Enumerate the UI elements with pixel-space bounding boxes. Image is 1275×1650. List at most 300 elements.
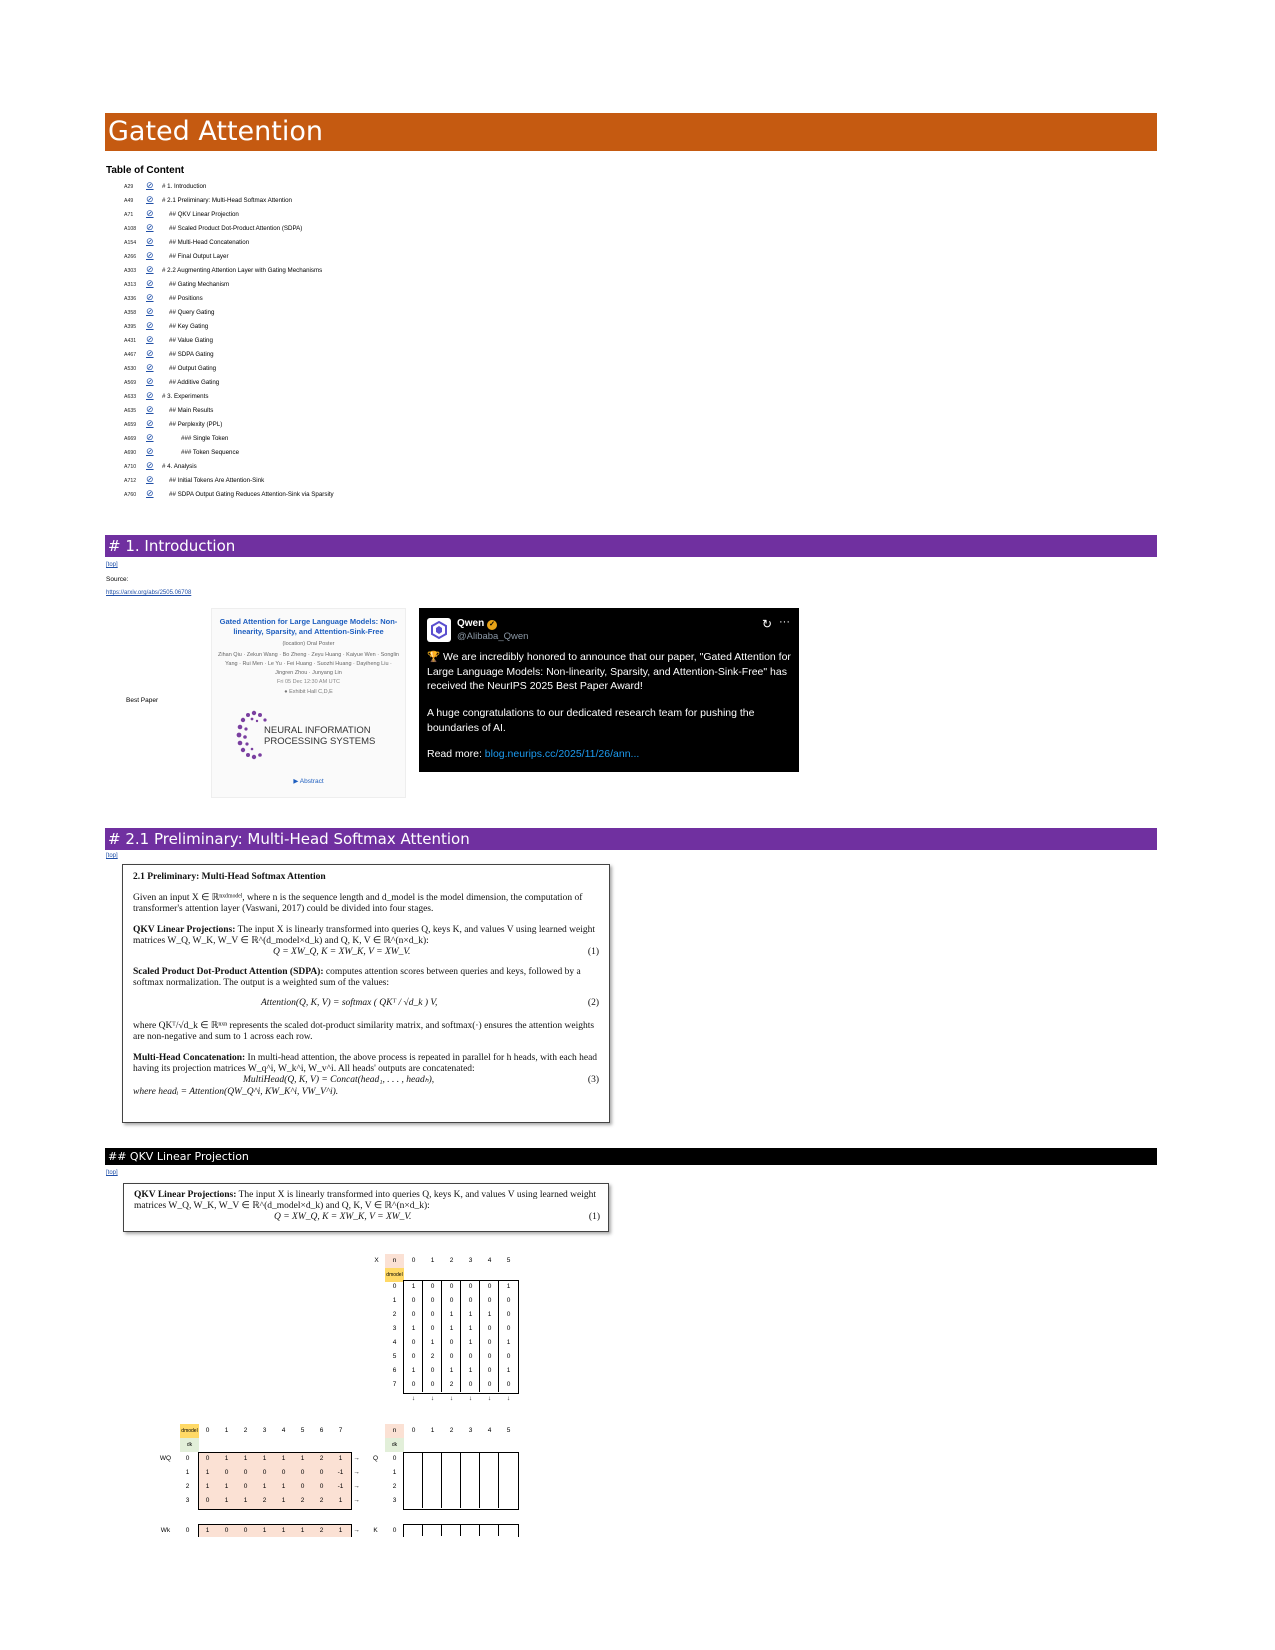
column-divider <box>498 1524 499 1536</box>
x-matrix-cell: 1 <box>468 1367 473 1374</box>
toc-item-code: A690 <box>124 450 137 456</box>
x-matrix-cell: 0 <box>506 1353 511 1360</box>
neurips-poster-card <box>211 608 406 798</box>
toc-item-title[interactable]: ## Key Gating <box>169 323 209 330</box>
link-icon[interactable]: ⊘ <box>146 348 154 358</box>
link-icon[interactable]: ⊘ <box>146 488 154 498</box>
w-col-index: 4 <box>281 1427 286 1434</box>
toc-item-title[interactable]: # 2.2 Augmenting Attention Layer with Gating Mechanisms <box>162 267 323 274</box>
link-icon[interactable]: ⊘ <box>146 292 154 302</box>
w-col-index: 2 <box>243 1427 248 1434</box>
link-icon[interactable]: ⊘ <box>146 250 154 260</box>
q-col-index: 4 <box>487 1427 492 1434</box>
link-icon[interactable]: ⊘ <box>146 446 154 456</box>
toc-item <box>124 346 214 360</box>
x-matrix-cell: 0 <box>506 1325 511 1332</box>
toc-item-title[interactable]: ## Value Gating <box>169 337 213 344</box>
q-col-index: 1 <box>430 1427 435 1434</box>
link-icon[interactable]: ⊘ <box>146 432 154 442</box>
dmodel-axis-label: dmodel <box>180 1424 199 1438</box>
column-divider <box>460 1280 461 1392</box>
toc-item-title[interactable]: ## SDPA Gating <box>169 351 214 358</box>
verified-badge-icon: ✓ <box>487 620 497 630</box>
poster-hall: Exhibit Hall C,D,E <box>289 689 333 695</box>
q-row-index: 1 <box>392 1469 397 1476</box>
toc-item-title[interactable]: # 4. Analysis <box>162 463 197 470</box>
toc-item <box>124 290 203 304</box>
column-divider <box>498 1280 499 1392</box>
x-row-index: 6 <box>392 1367 397 1374</box>
x-matrix-cell: 0 <box>411 1381 416 1388</box>
link-icon[interactable]: ⊘ <box>146 474 154 484</box>
wq-matrix-label: WQ <box>159 1455 172 1462</box>
w-col-index: 1 <box>224 1427 229 1434</box>
toc-item <box>124 360 216 374</box>
x-matrix-cell: 0 <box>449 1353 454 1360</box>
toc-item <box>124 430 228 444</box>
qwen-avatar <box>427 618 451 642</box>
wq-matrix-cell: 1 <box>224 1483 229 1490</box>
x-matrix-cell: 0 <box>430 1367 435 1374</box>
multihead-term: Multi-Head Concatenation: <box>133 1053 246 1063</box>
q-col-index: 2 <box>449 1427 454 1434</box>
wq-matrix-cell: 0 <box>319 1483 324 1490</box>
x-matrix-cell: 0 <box>430 1283 435 1290</box>
arrow-down-icon: ↓ <box>411 1395 416 1402</box>
k-matrix-border <box>403 1524 519 1537</box>
x-matrix-cell: 0 <box>430 1297 435 1304</box>
toc-item <box>124 388 208 402</box>
toc-item-title[interactable]: ## Multi-Head Concatenation <box>169 239 250 246</box>
sdpa-description: computes attention scores between queries and keys, followed by a softmax normalization. The output is a weighted sum of the values: <box>133 967 581 988</box>
wq-matrix-cell: 0 <box>319 1469 324 1476</box>
x-matrix-cell: 1 <box>430 1339 435 1346</box>
toc-item-title[interactable]: ## QKV Linear Projection <box>169 211 239 218</box>
toc-item <box>124 332 213 346</box>
link-icon[interactable]: ⊘ <box>146 278 154 288</box>
toc-item <box>124 444 239 458</box>
w-row-index: 3 <box>185 1497 190 1504</box>
x-row-index: 3 <box>392 1325 397 1332</box>
x-matrix-cell: 1 <box>506 1367 511 1374</box>
arrow-down-icon: ↓ <box>506 1395 511 1402</box>
toc-item-code: A29 <box>124 184 134 190</box>
x-row-index: 1 <box>392 1297 397 1304</box>
location-pin-icon: ● <box>284 689 288 695</box>
wq-matrix-cell: 1 <box>243 1455 248 1462</box>
toc-item-code: A659 <box>124 422 137 428</box>
q-row-index: 2 <box>392 1483 397 1490</box>
wk-matrix-cell: 1 <box>300 1527 305 1534</box>
toc-item-title[interactable]: ### Single Token <box>181 435 229 442</box>
toc-item-code: A530 <box>124 366 137 372</box>
column-divider <box>441 1524 442 1536</box>
wq-matrix-cell: 0 <box>243 1469 248 1476</box>
link-icon[interactable]: ⊘ <box>146 390 154 400</box>
x-matrix-cell: 0 <box>487 1297 492 1304</box>
wk-matrix-cell: 0 <box>243 1527 248 1534</box>
x-matrix-cell: 0 <box>411 1311 416 1318</box>
link-icon[interactable]: ⊘ <box>146 180 154 190</box>
link-icon[interactable]: ⊘ <box>146 208 154 218</box>
x-col-index: 2 <box>449 1257 454 1264</box>
q-col-index: 3 <box>468 1427 473 1434</box>
w-col-index: 5 <box>300 1427 305 1434</box>
link-icon[interactable]: ⊘ <box>146 264 154 274</box>
column-divider <box>422 1524 423 1536</box>
best-paper-label: Best Paper <box>126 697 159 704</box>
wq-matrix-cell: 0 <box>205 1455 210 1462</box>
toc-item-code: A395 <box>124 324 137 330</box>
x-matrix-cell: 0 <box>506 1297 511 1304</box>
wq-matrix-cell: 2 <box>300 1497 305 1504</box>
tweet-text-1: 🏆 We are incredibly honored to announce that our paper, "Gated Attention for Large Language Models: Non-linearity, Sparsity, and Attention-Sink-Free" has received the NeurIPS 2025 Best Paper Award! <box>427 651 791 692</box>
qkv-description: The input X is linearly transformed into queries Q, keys K, and values V using learned weight matrices W_Q, W_K, W_V ∈ ℝ^(d_model×d_k) and Q, K, V ∈ ℝ^(n×d_k): <box>134 1190 597 1211</box>
toc-item-title[interactable]: # 2.1 Preliminary: Multi-Head Softmax Attention <box>162 197 292 204</box>
toc-item-code: A431 <box>124 338 137 344</box>
wq-matrix-cell: 0 <box>281 1469 286 1476</box>
x-matrix-cell: 1 <box>487 1311 492 1318</box>
equation-1-number: (1) <box>587 947 599 957</box>
arrow-down-icon: ↓ <box>468 1395 473 1402</box>
toc-item-title[interactable]: ## Main Results <box>169 407 214 414</box>
toc-item-code: A313 <box>124 282 137 288</box>
equation-3: MultiHead(Q, K, V) = Concat(head₁, . . . , headₕ), <box>243 1075 435 1085</box>
toc-item-title[interactable]: ## Initial Tokens Are Attention-Sink <box>169 477 265 484</box>
toc-item-code: A712 <box>124 478 137 484</box>
x-matrix-cell: 1 <box>468 1339 473 1346</box>
arrow-down-icon: ↓ <box>430 1395 435 1402</box>
x-matrix-cell: 1 <box>411 1367 416 1374</box>
link-icon[interactable]: ⊘ <box>146 306 154 316</box>
toc-item <box>124 416 222 430</box>
toc-item <box>124 178 206 192</box>
toc-item-title[interactable]: ## Output Gating <box>169 365 217 372</box>
k-row-index: 0 <box>392 1527 397 1534</box>
x-matrix-cell: 1 <box>506 1339 511 1346</box>
wq-matrix-cell: 2 <box>319 1455 324 1462</box>
x-matrix-cell: 0 <box>449 1297 454 1304</box>
toc-item-title[interactable]: ## Additive Gating <box>169 379 220 386</box>
x-col-index: 4 <box>487 1257 492 1264</box>
x-row-index: 0 <box>392 1283 397 1290</box>
toc-item <box>124 472 264 486</box>
equation-1-number: (1) <box>588 1212 600 1222</box>
x-matrix-cell: 1 <box>468 1325 473 1332</box>
arrow-right-icon: → <box>353 1455 360 1462</box>
section-introduction-heading: # 1. Introduction <box>105 535 1157 557</box>
x-matrix-cell: 0 <box>487 1381 492 1388</box>
toc-heading: Table of Content <box>106 165 185 176</box>
excerpt-intro: Given an input X ∈ ℝⁿˣᵈᵐᵒᵈᵉˡ, where n is the sequence length and d_model is the model dimension, the computation of transformer's attention layer (Vaswani, 2017) could be divided into four stages. <box>133 893 583 914</box>
x-matrix-cell: 0 <box>468 1381 473 1388</box>
toc-item-title[interactable]: ## Gating Mechanism <box>169 281 230 288</box>
x-col-index: 5 <box>506 1257 511 1264</box>
abstract-toggle[interactable]: ▶ Abstract <box>293 778 324 785</box>
w-row-index: 1 <box>185 1469 190 1476</box>
toc-item-code: A336 <box>124 296 137 302</box>
link-icon[interactable]: ⊘ <box>146 320 154 330</box>
head-definition: where headᵢ = Attention(QW_Q^i, KW_K^i, VW_V^i). <box>133 1087 339 1097</box>
toc-item-code: A154 <box>124 240 137 246</box>
link-icon[interactable]: ⊘ <box>146 418 154 428</box>
top-link[interactable]: [top] <box>106 562 118 568</box>
x-row-index: 4 <box>392 1339 397 1346</box>
wq-matrix-cell: 2 <box>319 1497 324 1504</box>
x-matrix-cell: 0 <box>468 1283 473 1290</box>
toc-item-title[interactable]: ## Perplexity (PPL) <box>169 421 223 428</box>
x-col-index: 0 <box>411 1257 416 1264</box>
link-icon[interactable]: ⊘ <box>146 404 154 414</box>
arrow-down-icon: ↓ <box>449 1395 454 1402</box>
tweet-handle: @Alibaba_Qwen <box>457 631 529 642</box>
preliminary-excerpt <box>122 864 610 1123</box>
w-row-index: 0 <box>185 1455 190 1462</box>
wq-matrix-cell: 1 <box>262 1455 267 1462</box>
toc-item-code: A467 <box>124 352 137 358</box>
toc-item-code: A266 <box>124 254 137 260</box>
toc-item-code: A71 <box>124 212 134 218</box>
toc-item-title[interactable]: ## SDPA Output Gating Reduces Attention-Sink via Sparsity <box>169 491 334 498</box>
column-divider <box>441 1452 442 1508</box>
x-matrix-cell: 2 <box>449 1381 454 1388</box>
arrow-right-icon: → <box>353 1483 360 1490</box>
wq-matrix-cell: 1 <box>338 1455 343 1462</box>
toc-item-title[interactable]: # 1. Introduction <box>162 183 207 190</box>
dk-axis-label: dk <box>180 1438 199 1452</box>
x-col-index: 1 <box>430 1257 435 1264</box>
x-matrix-cell: 0 <box>468 1297 473 1304</box>
wk-matrix-cell: 0 <box>224 1527 229 1534</box>
poster-location: (location) Oral Poster <box>282 641 335 647</box>
wq-matrix-cell: -1 <box>337 1483 344 1490</box>
qkv-term: QKV Linear Projections: <box>133 925 236 935</box>
wq-matrix-cell: 1 <box>300 1455 305 1462</box>
equation-2-number: (2) <box>587 998 599 1008</box>
link-icon[interactable]: ⊘ <box>146 194 154 204</box>
link-icon[interactable]: ⊘ <box>146 334 154 344</box>
wk-matrix-cell: 1 <box>205 1527 210 1534</box>
toc-item <box>124 458 197 472</box>
q-matrix-border <box>403 1452 519 1510</box>
excerpt-title: 2.1 Preliminary: Multi-Head Softmax Attention <box>133 872 326 882</box>
x-row-index: 7 <box>392 1381 397 1388</box>
toc-item-code: A669 <box>124 436 137 442</box>
toc-item <box>124 248 229 262</box>
neurips-name-line1: NEURAL INFORMATION <box>264 725 371 736</box>
section-preliminary-heading: # 2.1 Preliminary: Multi-Head Softmax Attention <box>105 828 1157 850</box>
x-matrix-cell: 0 <box>411 1353 416 1360</box>
wq-matrix-cell: -1 <box>337 1469 344 1476</box>
column-divider <box>422 1452 423 1508</box>
wk-matrix-cell: 1 <box>281 1527 286 1534</box>
equation-3-number: (3) <box>587 1075 599 1085</box>
toc-item <box>124 374 219 388</box>
toc-item <box>124 304 214 318</box>
w-col-index: 7 <box>338 1427 343 1434</box>
w-col-index: 6 <box>319 1427 324 1434</box>
wk-matrix-cell: 2 <box>319 1527 324 1534</box>
x-matrix-cell: 0 <box>411 1339 416 1346</box>
column-divider <box>498 1452 499 1508</box>
x-matrix-cell: 1 <box>411 1325 416 1332</box>
column-divider <box>479 1280 480 1392</box>
link-icon[interactable]: ⊘ <box>146 362 154 372</box>
equation-2: Attention(Q, K, V) = softmax ( QKᵀ / √d_k ) V, <box>261 998 438 1008</box>
link-icon[interactable]: ⊘ <box>146 222 154 232</box>
wq-matrix-cell: 0 <box>300 1483 305 1490</box>
x-matrix-cell: 1 <box>449 1367 454 1374</box>
toc-item <box>124 234 249 248</box>
x-matrix-cell: 1 <box>449 1311 454 1318</box>
toc-item <box>124 402 213 416</box>
toc-item-code: A760 <box>124 492 137 498</box>
toc-item <box>124 262 322 276</box>
wq-matrix-cell: 1 <box>224 1455 229 1462</box>
wq-matrix-cell: 1 <box>205 1469 210 1476</box>
link-icon[interactable]: ⊘ <box>146 460 154 470</box>
x-matrix-cell: 0 <box>487 1283 492 1290</box>
wq-matrix-cell: 0 <box>300 1469 305 1476</box>
arrow-right-icon: → <box>353 1497 360 1504</box>
wq-matrix-cell: 1 <box>262 1483 267 1490</box>
poster-title: Gated Attention for Large Language Models: Non-linearity, Sparsity, and Attention-Sink-Free <box>219 617 398 636</box>
multihead-description: In multi-head attention, the above process is repeated in parallel for h heads, with each head having its projection matrices W_q^i, W_k^i, W_v^i. All heads' outputs are concatenated: <box>133 1053 598 1074</box>
x-matrix-cell: 0 <box>411 1297 416 1304</box>
n-axis-label: n <box>385 1424 404 1438</box>
arrow-right-icon: → <box>353 1527 360 1534</box>
qkv-excerpt <box>123 1183 609 1232</box>
x-matrix-cell: 1 <box>449 1325 454 1332</box>
wq-matrix-cell: 2 <box>262 1497 267 1504</box>
x-matrix-cell: 0 <box>506 1311 511 1318</box>
score-matrix-description: where QKᵀ/√d_k ∈ ℝⁿˣⁿ represents the scaled dot-product similarity matrix, and softmax(·) ensures the attention weights are non-negative and sum to 1 across each row. <box>133 1021 595 1042</box>
k-matrix-label: K <box>373 1527 378 1534</box>
x-matrix-cell: 0 <box>449 1339 454 1346</box>
toc-item <box>124 486 334 500</box>
qwen-logo-icon <box>427 618 451 642</box>
qkv-description: The input X is linearly transformed into queries Q, keys K, and values V using learned weight matrices W_Q, W_K, W_V ∈ ℝ^(d_model×d_k) and Q, K, V ∈ ℝ^(n×d_k): <box>133 925 596 946</box>
page-title: Gated Attention <box>105 113 1157 151</box>
column-divider <box>441 1280 442 1392</box>
tweet-text-2: A huge congratulations to our dedicated research team for pushing the boundaries of AI. <box>427 707 755 734</box>
read-more-link[interactable]: blog.neurips.cc/2025/11/26/ann... <box>484 748 640 760</box>
x-matrix-label: X <box>374 1257 379 1264</box>
wq-matrix-cell: 1 <box>281 1497 286 1504</box>
top-link[interactable]: [top] <box>106 1170 118 1176</box>
x-matrix-cell: 0 <box>430 1381 435 1388</box>
wq-matrix-cell: 1 <box>338 1497 343 1504</box>
source-label: Source: <box>106 576 129 583</box>
poster-authors: Zihan Qiu · Zekun Wang · Bo Zheng · Zeyu Huang · Kaiyue Wen · Songlin Yang · Rui Men · Le Yu · Fei Huang · Suozhi Huang · Dayiheng Liu · Jingren Zhou · Junyang Lin <box>218 652 399 676</box>
dk-axis-label: dk <box>385 1438 404 1452</box>
toc-item-title[interactable]: ### Token Sequence <box>181 449 240 456</box>
x-row-index: 2 <box>392 1311 397 1318</box>
toc-item-code: A358 <box>124 310 137 316</box>
q-matrix-label: Q <box>372 1455 379 1462</box>
column-divider <box>479 1524 480 1536</box>
q-col-index: 0 <box>411 1427 416 1434</box>
read-more-label: Read more: <box>427 748 482 760</box>
w-row-index: 0 <box>185 1527 190 1534</box>
wq-matrix-cell: 0 <box>243 1483 248 1490</box>
equation-1: Q = XW_Q, K = XW_K, V = XW_V. <box>274 1212 412 1222</box>
toc-item-code: A569 <box>124 380 137 386</box>
wq-matrix-cell: 0 <box>224 1469 229 1476</box>
x-matrix-cell: 0 <box>487 1339 492 1346</box>
wq-matrix-cell: 1 <box>243 1497 248 1504</box>
wq-matrix-cell: 1 <box>205 1483 210 1490</box>
x-matrix-cell: 1 <box>411 1283 416 1290</box>
n-axis-label: n <box>385 1254 404 1268</box>
toc-item-title[interactable]: ## Scaled Product Dot-Product Attention (SDPA) <box>169 225 303 232</box>
sdpa-term: Scaled Product Dot-Product Attention (SDPA): <box>133 967 324 977</box>
x-matrix-cell: 0 <box>487 1367 492 1374</box>
toc-item-title[interactable]: ## Positions <box>169 295 203 302</box>
x-matrix-cell: 1 <box>506 1283 511 1290</box>
link-icon[interactable]: ⊘ <box>146 376 154 386</box>
x-matrix-cell: 0 <box>487 1325 492 1332</box>
toc-item-title[interactable]: ## Final Output Layer <box>169 253 229 260</box>
toc-item <box>124 220 302 234</box>
toc-item-code: A710 <box>124 464 137 470</box>
q-col-index: 5 <box>506 1427 511 1434</box>
wq-matrix-cell: 0 <box>205 1497 210 1504</box>
toc-item <box>124 276 229 290</box>
wq-matrix-cell: 1 <box>281 1455 286 1462</box>
column-divider <box>422 1280 423 1392</box>
link-icon[interactable]: ⊘ <box>146 236 154 246</box>
toc-item <box>124 192 292 206</box>
w-col-index: 3 <box>262 1427 267 1434</box>
wk-matrix-cell: 1 <box>338 1527 343 1534</box>
qkv-term: QKV Linear Projections: <box>134 1190 237 1200</box>
poster-time: Fri 05 Dec 12:30 AM UTC <box>277 679 340 685</box>
q-row-index: 0 <box>392 1455 397 1462</box>
w-row-index: 2 <box>185 1483 190 1490</box>
top-link[interactable]: [top] <box>106 853 118 859</box>
equation-1: Q = XW_Q, K = XW_K, V = XW_V. <box>273 947 411 957</box>
toc-item-code: A108 <box>124 226 137 232</box>
toc-item-code: A633 <box>124 394 137 400</box>
more-options-icon[interactable]: ··· <box>779 616 790 628</box>
x-matrix-cell: 2 <box>430 1353 435 1360</box>
arrow-down-icon: ↓ <box>487 1395 492 1402</box>
wk-matrix-cell: 1 <box>262 1527 267 1534</box>
x-matrix-cell: 0 <box>430 1311 435 1318</box>
refresh-icon[interactable]: ↻ <box>762 617 773 631</box>
toc-item-title[interactable]: # 3. Experiments <box>162 393 209 400</box>
x-row-index: 5 <box>392 1353 397 1360</box>
w-col-index: 0 <box>205 1427 210 1434</box>
x-matrix-cell: 1 <box>468 1311 473 1318</box>
x-matrix-cell: 0 <box>430 1325 435 1332</box>
wq-matrix-cell: 0 <box>262 1469 267 1476</box>
section-qkv-heading: ## QKV Linear Projection <box>105 1148 1157 1165</box>
x-matrix-cell: 0 <box>449 1283 454 1290</box>
x-matrix-cell: 0 <box>506 1381 511 1388</box>
column-divider <box>479 1452 480 1508</box>
x-matrix-cell: 0 <box>468 1353 473 1360</box>
x-col-index: 3 <box>468 1257 473 1264</box>
toc-item-title[interactable]: ## Query Gating <box>169 309 215 316</box>
neurips-name-line2: PROCESSING SYSTEMS <box>264 736 376 747</box>
toc-item-code: A303 <box>124 268 137 274</box>
column-divider <box>460 1524 461 1536</box>
column-divider <box>460 1452 461 1508</box>
wq-matrix-cell: 1 <box>281 1483 286 1490</box>
source-url-link[interactable]: https://arxiv.org/abs/2505.06708 <box>106 590 192 596</box>
